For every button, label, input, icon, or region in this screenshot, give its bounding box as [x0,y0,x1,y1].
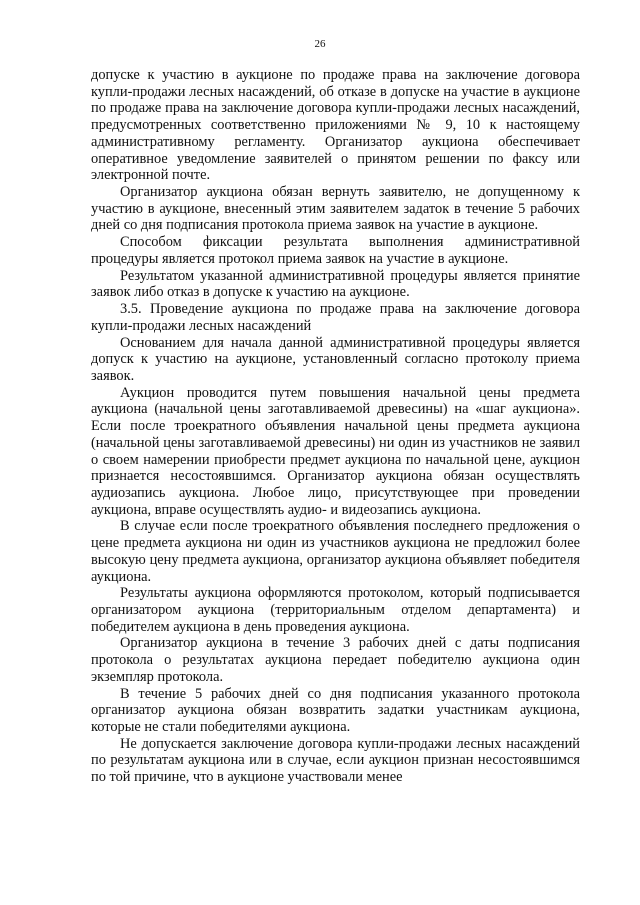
paragraph-protocol-transfer: Организатор аукциона в течение 3 рабочих дней с даты подписания протокола о результатах аукциона передает победителю аукциона один экземпляр протокола. [91,635,580,685]
paragraph-procedure-result: Результатом указанной административной процедуры является принятие заявок либо отказ в допуске к участию на аукционе. [91,267,580,301]
page-number: 26 [314,38,326,50]
paragraph-winner-announcement: В случае если после троекратного объявления последнего предложения о цене предмета аукциона ни один из участников аукциона не предложил более высокую цену предмета аукциона, организатор аукциона объявляет победителя аукциона. [91,518,580,585]
document-body [91,67,580,786]
section-heading-3-5: 3.5. Проведение аукциона по продаже права на заключение договора купли-продажи лесных насаждений [91,301,580,334]
paragraph-procedure-basis: Основанием для начала данной административной процедуры является допуск к участию на аукционе, установленный согласно протоколу приема заявок. [91,334,580,384]
paragraph-results-protocol: Результаты аукциона оформляются протоколом, который подписывается организатором аукциона (территориальным отделом департамента) и победителем аукциона в день проведения аукциона. [91,585,580,635]
paragraph-deposit-return: Организатор аукциона обязан вернуть заявителю, не допущенному к участию в аукционе, внесенный этим заявителем задаток в течение 5 рабочих дней со дня подписания протокола приема заявок на участие в аукционе. [91,184,580,234]
paragraph-auction-conduct: Аукцион проводится путем повышения начальной цены предмета аукциона (начальной цены заготавливаемой древесины) на «шаг аукциона». Если после троекратного объявления начальной цены предмета аукциона (начальной цены заготавливаемой древесины) ни один из участников не заявил о своем намерении приобрести предмет аукциона по начальной цене, аукцион признается несостоявшимся. Организатор аукциона обязан осуществлять аудиозапись аукциона. Любое лицо, присутствующее при проведении аукциона, вправе осуществлять аудио- и видеозапись аукциона. [91,384,580,518]
paragraph-contract-prohibition: Не допускается заключение договора купли-продажи лесных насаждений по результатам аукциона или в случае, если аукцион признан несостоявшимся по той причине, что в аукционе участвовали менее [91,735,580,786]
paragraph-fixation-method: Способом фиксации результата выполнения административной процедуры является протокол приема заявок на участие в аукционе. [91,234,580,267]
paragraph-deposit-refund: В течение 5 рабочих дней со дня подписания указанного протокола организатор аукциона обязан возвратить задатки участникам аукциона, которые не стали победителями аукциона. [91,685,580,736]
paragraph-continuation: допуске к участию в аукционе по продаже права на заключение договора купли-продажи лесных насаждений, об отказе в допуске на участие в аукционе по продаже права на заключение договора купли-продажи лесных насаждений, предусмотренных соответственно приложениями № 9, 10 к настоящему административному регламенту. Организатор аукциона обеспечивает оперативное уведомление заявителей о принятом решении по факсу или электронной почте. [91,67,580,184]
